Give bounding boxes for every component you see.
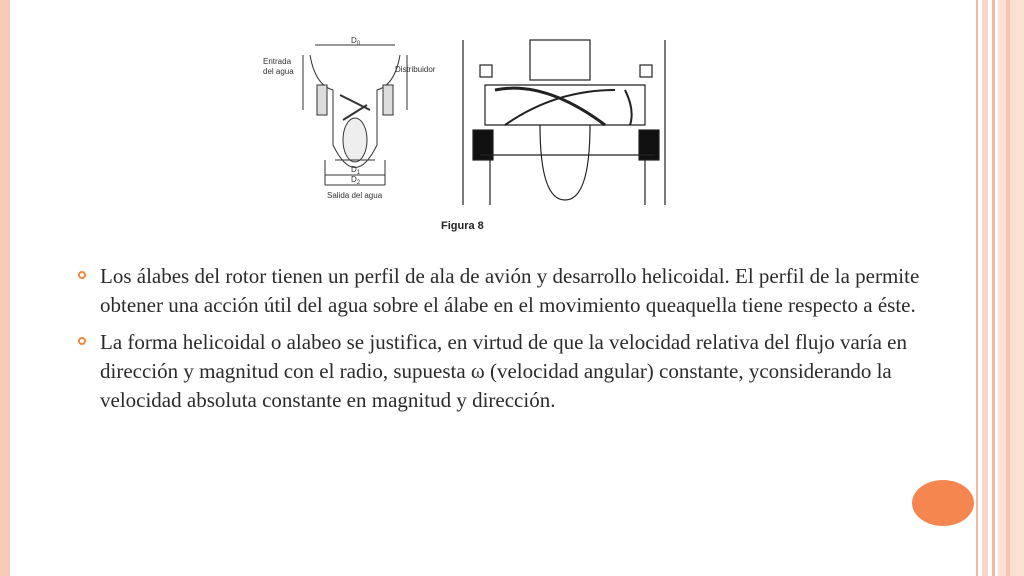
bullet-text: La forma helicoidal o alabeo se justifica, en virtud de que la velocidad relativa del flujo varía en dirección y magnitud con el radio, supuesta ω (velocidad angular) constante, yconsiderando la velocidad absoluta constante en magnitud y dirección. xyxy=(100,330,908,412)
svg-text:D2: $D_2$ xyxy=(351,175,361,186)
left-border-decoration xyxy=(0,0,10,576)
bullet-item xyxy=(78,262,948,320)
right-stripes-decoration xyxy=(976,0,1024,576)
figure-caption: Figura 8 xyxy=(441,220,484,232)
svg-text:D1: $D_1$ xyxy=(351,165,361,176)
turbine-diagram xyxy=(255,30,685,230)
bullet-item xyxy=(78,328,948,415)
bullet-list xyxy=(78,262,948,423)
svg-text:D0: $D_0$ xyxy=(351,36,361,47)
decorative-orange-circle xyxy=(912,480,974,526)
salida-label: Salida del agua xyxy=(327,191,383,200)
bullet-text: Los álabes del rotor tienen un perfil de ala de avión y desarrollo helicoidal. El perfil de la permite obtener una acción útil del agua sobre el álabe en el movimiento queaquella tiene respecto a éste. xyxy=(100,264,920,317)
distribuidor-label: Distribuidor xyxy=(395,65,436,74)
entrada-label: Entrada xyxy=(263,57,292,66)
turbine-figure xyxy=(255,30,685,240)
del-agua-label: del agua xyxy=(263,67,294,76)
bullet-circle-icon xyxy=(78,271,86,279)
bullet-circle-icon xyxy=(78,337,86,345)
